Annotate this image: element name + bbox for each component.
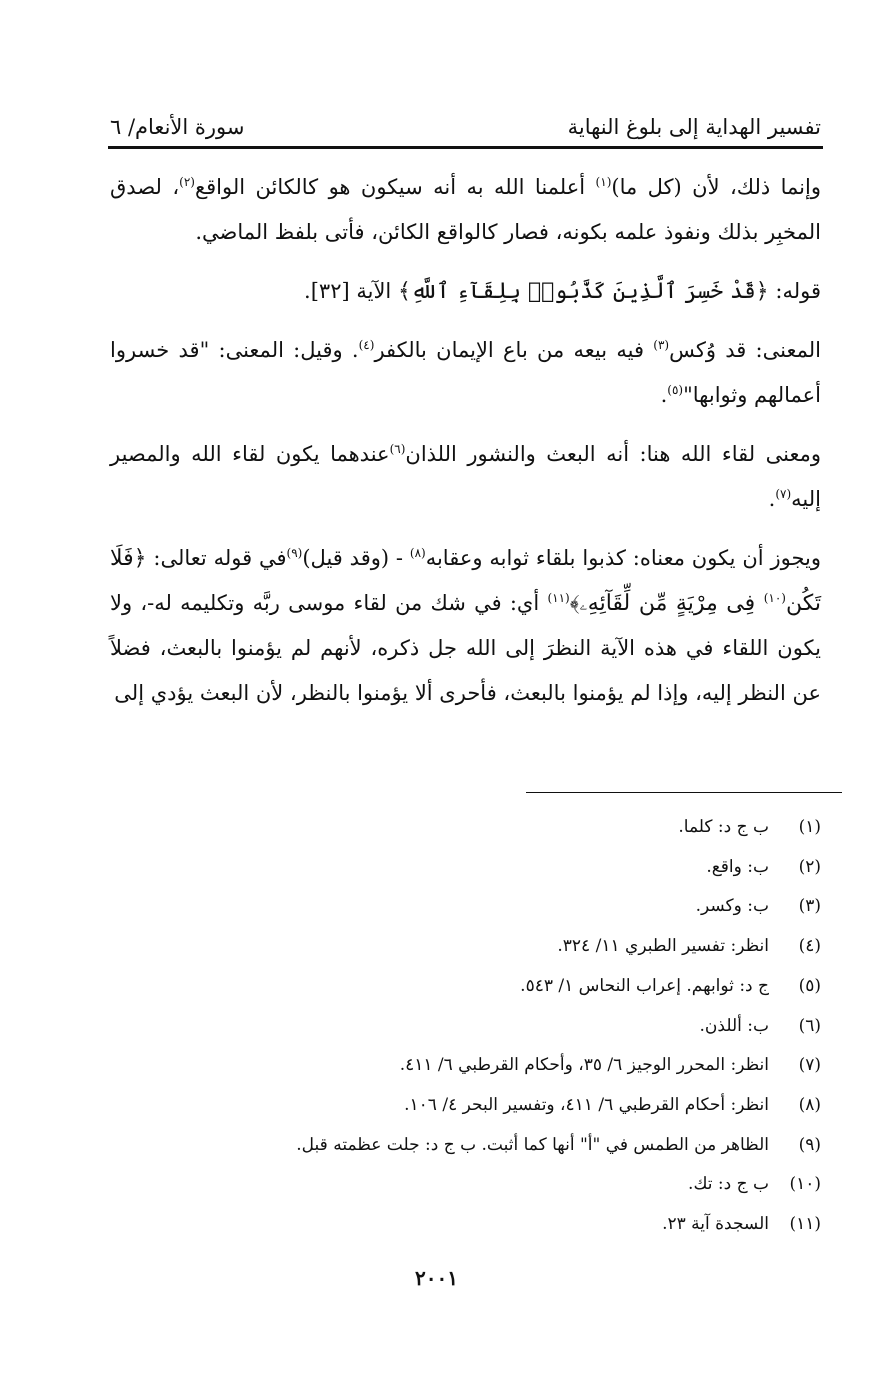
footnote-ref: (٩) (286, 546, 303, 560)
paragraph-2 (110, 269, 821, 314)
footnote-text: ب: واقع. (706, 856, 769, 877)
footnote-item (110, 848, 821, 888)
quran-verse: فِى مِرْيَةٍ مِّن لِّقَآئِهِۦ﴾ (569, 591, 764, 616)
footnote-text: السجدة آية ٢٣. (662, 1214, 769, 1235)
footnote-item (110, 808, 821, 848)
footnote-item (110, 1126, 821, 1166)
page-number: ٢٠٠١ (415, 1266, 458, 1290)
running-header (110, 108, 821, 146)
footnote-text: الظاهر من الطمس في "أ" أنها كما أثبت. ب ج د: جلت عظمته قبل. (296, 1134, 769, 1155)
footnote-ref: (٢) (179, 175, 195, 189)
footnote-number: (٤) (798, 936, 821, 957)
footnote-item (110, 1165, 821, 1205)
paragraph-3 (110, 328, 821, 418)
footnote-text: انظر: المحرر الوجيز ٦/ ٣٥، وأحكام القرطبي ٦/ ٤١١. (399, 1055, 769, 1076)
text-span: عندهما يكون لقاء الله والمصير إليه (110, 442, 821, 511)
footnote-ref: (٨) (409, 546, 426, 560)
footnote-number: (٥) (798, 975, 821, 996)
paragraph-5 (110, 536, 821, 716)
footnote-ref: (١) (595, 175, 612, 189)
text-span: . (768, 487, 776, 511)
footnote-number: (١) (798, 817, 821, 837)
book-title: تفسير الهداية إلى بلوغ النهاية (567, 115, 821, 139)
text-span: فيه بيعه من باع الإيمان بالكفر (374, 338, 654, 362)
footnote-text: انظر: تفسير الطبري ١١/ ٣٢٤. (557, 936, 769, 957)
text-span: ويجوز أن يكون معناه: كذبوا بلقاء ثوابه وعقابه (425, 546, 821, 570)
text-span: أي: في شك من لقاء موسى ربَّه وتكليمه له-، ولا يكون اللقاء في هذه الآية النظرَ إلى الله جل ذكره، لأنهم لم يؤمنوا بالبعث، فضلاً عن النظر إليه، وإذا لم يؤمنوا بالبعث، فأحرى ألا يؤمنوا بالنظر، لأن البعث يؤدي إلى (110, 591, 821, 705)
footnote-number: (٩) (798, 1134, 821, 1155)
footnote-text: ب: وكسر. (695, 896, 769, 917)
footnote-item (110, 927, 821, 967)
paragraph-4 (110, 432, 821, 522)
footnote-number: (٧) (798, 1055, 821, 1076)
quran-verse: ﴿قَدْ خَسِرَ ٱلَّذِينَ كَذَّبُوا۟ بِلِقَآءِ ٱللَّهِ﴾ (397, 279, 769, 304)
footnote-item (110, 1046, 821, 1086)
footnote-text: ج د: ثوابهم. إعراب النحاس ١/ ٥٤٣. (520, 975, 769, 996)
main-text (110, 165, 821, 730)
footnote-number: (١١) (789, 1214, 821, 1235)
footnote-ref: (٧) (775, 487, 792, 501)
footnotes-list (110, 808, 821, 1245)
text-span: في قوله تعالى: (146, 546, 287, 570)
footnote-text: ب ج د: كلما. (678, 817, 769, 837)
footnote-text: انظر: أحكام القرطبي ٦/ ٤١١، وتفسير البحر ٤/ ١٠٦. (404, 1094, 769, 1115)
surah-label: سورة الأنعام/ ٦ (110, 115, 245, 139)
footnote-ref: (٥) (667, 383, 684, 397)
footnote-item (110, 1205, 821, 1245)
footnote-ref: (٤) (358, 338, 375, 352)
footnote-item (110, 967, 821, 1007)
footnote-divider (526, 792, 842, 793)
text-span: - (وقد قيل) (302, 546, 410, 570)
footnote-number: (١٠) (789, 1174, 821, 1195)
footnote-number: (٣) (798, 896, 821, 917)
text-span: وإنما ذلك، لأن (كل ما) (611, 175, 821, 199)
paragraph-1 (110, 165, 821, 255)
footnote-text: ب: أللذن. (699, 1015, 769, 1036)
text-span: أعلمنا الله به أنه سيكون هو كالكائن الواقع (194, 175, 596, 199)
text-span: . وقيل: المعنى: "قد خسروا أعمالهم وثوابها" (110, 338, 821, 407)
text-span: الآية [٣٢]. (304, 279, 398, 303)
text-span: ومعنى لقاء الله هنا: أنه البعث والنشور اللذان (405, 442, 821, 466)
footnote-ref: (٦) (389, 442, 406, 456)
footnote-item (110, 1086, 821, 1126)
text-span: قوله: (768, 279, 821, 303)
text-span: المعنى: قد وُكس (669, 338, 821, 362)
footnote-item (110, 1007, 821, 1047)
footnote-ref: (١١) (547, 591, 570, 605)
footnote-number: (٢) (798, 856, 821, 877)
quran-verse: ﴿فَلَا تَكُن (110, 546, 821, 616)
text-span: . (660, 383, 668, 407)
footnote-number: (٨) (798, 1094, 821, 1115)
footnote-ref: (٣) (653, 338, 670, 352)
footnote-number: (٦) (798, 1015, 821, 1036)
footnote-ref: (١٠) (763, 591, 786, 605)
footnote-item (110, 887, 821, 927)
text-span: ، لصدق المخبِر بذلك ونفوذ علمه بكونه، فصار كالواقع الكائن، فأتى بلفظ الماضي. (110, 175, 821, 244)
header-divider (108, 146, 823, 149)
footnote-text: ب ج د: تك. (688, 1174, 769, 1195)
